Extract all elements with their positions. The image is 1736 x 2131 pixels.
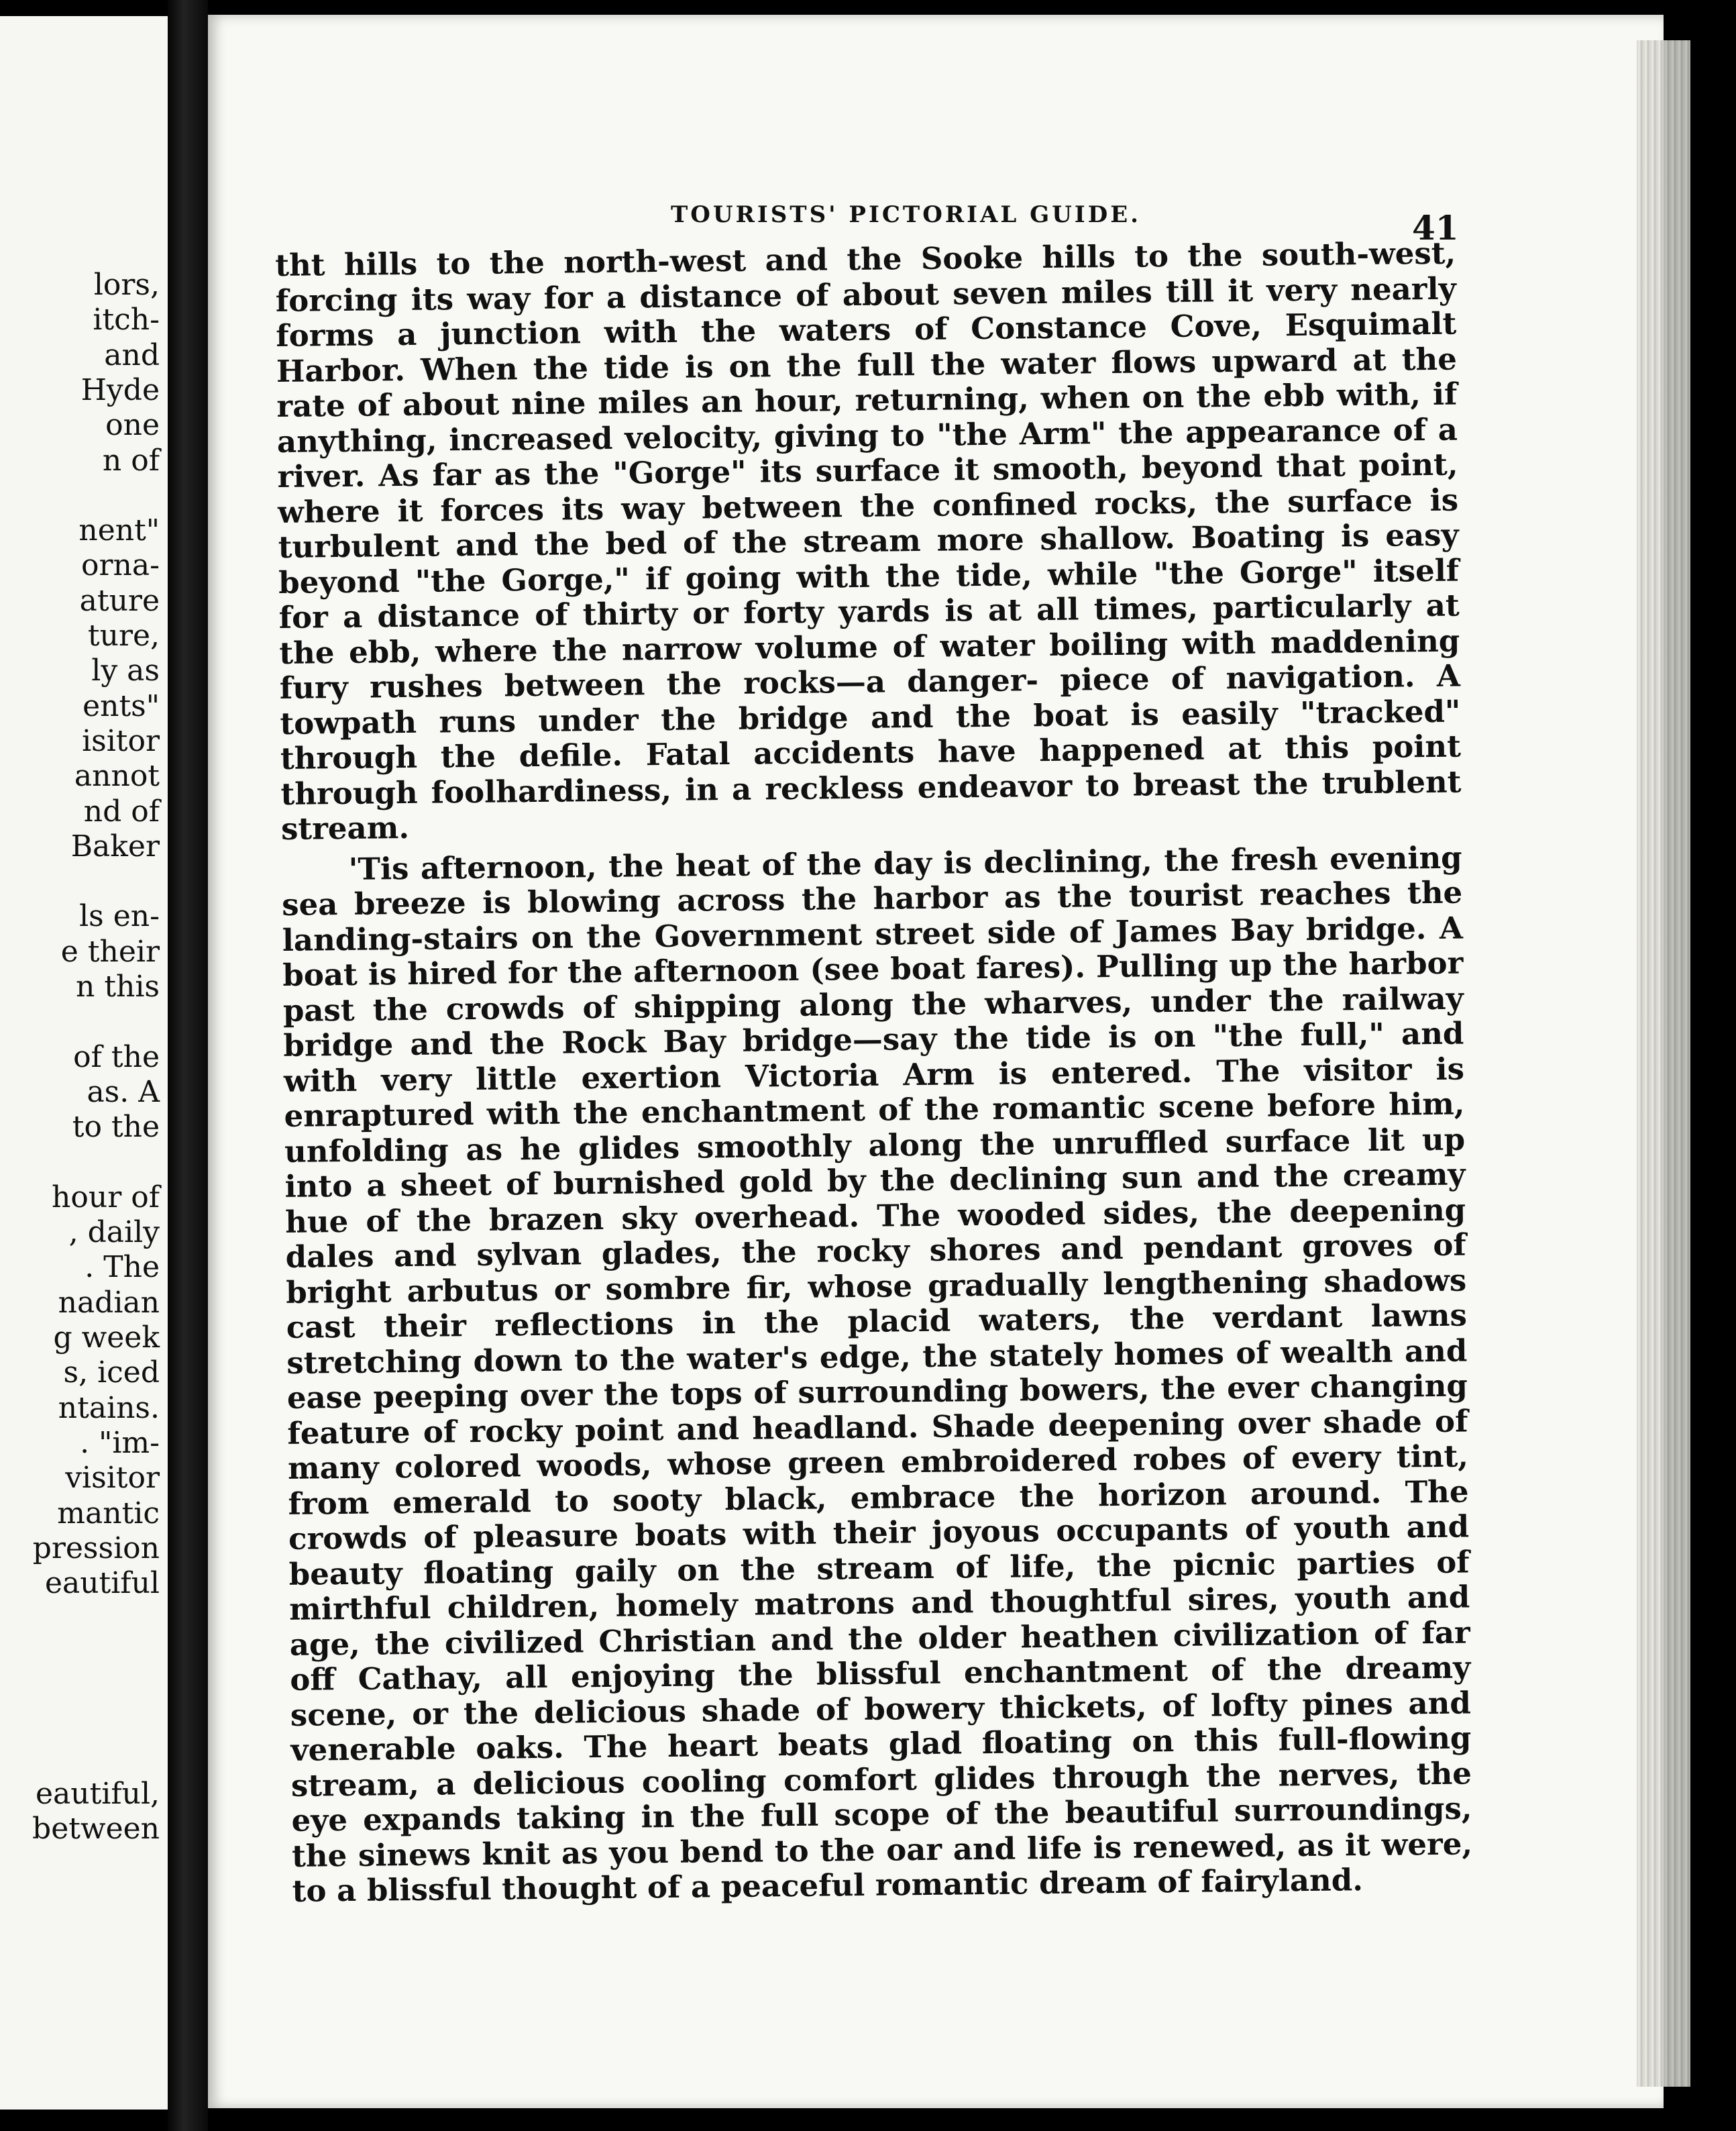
- facing-page-line: g week: [53, 1320, 160, 1355]
- facing-page-line: ture,: [87, 619, 160, 653]
- facing-page-line: ents": [83, 688, 160, 723]
- facing-page-line: between: [32, 1812, 160, 1847]
- facing-page-line: s, iced: [63, 1355, 160, 1390]
- page-number: 41: [1412, 208, 1459, 248]
- facing-page-line: orna-: [81, 548, 160, 583]
- paragraph: tht hills to the north-west and the Sooke hills to the south-west, forcing its way for a distance of about seven miles till it very nearly forms a junction with the waters of Constance Cove, Esquimalt Harbor. When the tide is on the full the water flows upward at the rate of about nine miles an hour, returning, when on the ebb with, if anything, increased velocity, giving to "the Arm" the appearance of a river. As far as the "Gorge" its surface it smooth, beyond that point, where it forces its way between the confined rocks, the surface is turbulent and the bed of the stream more shallow. Boating is easy beyond "the Gorge," if going with the tide, while "the Gorge" itself for a distance of thirty or forty yards is at all times, particularly at the ebb, where the narrow volume of water boiling with maddening fury rushes between the rocks—a danger- piece of navigation. A towpath runs under the bridge and the boat is easily "tracked" through the defile. Fatal accidents have happened at this point through foolhardiness, in a reckless endeavor to breast the trublent stream.: [274, 235, 1462, 847]
- facing-page-line: . The: [85, 1250, 160, 1285]
- facing-page-line: Hyde: [80, 372, 160, 407]
- facing-page-line: hour of: [52, 1180, 160, 1214]
- page-edges: [1637, 40, 1690, 2087]
- facing-page-line: ls en-: [79, 899, 160, 934]
- facing-page-line: nd of: [83, 794, 160, 829]
- facing-page-line: ature: [79, 583, 160, 618]
- facing-page-line: visitor: [65, 1461, 160, 1496]
- facing-page-line: of the: [73, 1039, 160, 1074]
- facing-page-line: one: [105, 408, 160, 443]
- facing-page-line: . "im-: [80, 1425, 160, 1460]
- facing-page-line: nent": [78, 513, 160, 548]
- facing-page-line: eautiful,: [35, 1776, 160, 1811]
- facing-page-line: to the: [72, 1110, 160, 1145]
- facing-page-line: mantic: [57, 1496, 160, 1530]
- facing-page-line: as. A: [87, 1074, 160, 1109]
- facing-page-line: lors,: [93, 268, 160, 302]
- body-text: [275, 236, 1473, 1910]
- running-title: TOURISTS' PICTORIAL GUIDE.: [671, 201, 1141, 228]
- facing-page-line: Baker: [70, 829, 160, 864]
- paragraph: 'Tis afternoon, the heat of the day is declining, the fresh evening sea breeze is blowing across the harbor as the tourist reaches the landing-stairs on the Government street side of James Bay bridge. A boat is hired for the afternoon (see boat fares). Pulling up the harbor past the crowds of shipping along the wharves, under the railway bridge and the Rock Bay bridge—say the tide is on "the full," and with very little exertion Victoria Arm is entered. The visitor is enraptured with the enchantment of the romantic scene before him, unfolding as he glides smoothly along the unruffled surface lit up into a sheet of burnished gold by the declining sun and the creamy hue of the brazen sky overhead. The wooded sides, the deepening dales and sylvan glades, the rocky shores and pendant groves of bright arbutus or sombre fir, whose gradually lengthening shadows cast their reflections in the placid waters, the verdant lawns stretching down to the water's edge, the stately homes of wealth and ease peeping over the tops of surrounding bowers, the ever changing feature of rocky point and headland. Shade deepening over shade of many colored woods, whose green embroidered robes of every tint, from emerald to sooty black, embrace the horizon around. The crowds of pleasure boats with their joyous occupants of youth and beauty floating gaily on the stream of life, the picnic parties of mirthful children, homely matrons and thoughtful sires, youth and age, the civilized Christian and the older heathen civilization of far off Cathay, all enjoying the blissful enchantment of the dreamy scene, or the delicious shade of bowery thickets, of lofty pines and venerable oaks. The heart beats glad floating on this full-flowing stream, a delicious cooling comfort glides through the nerves, the eye expands taking in the full scope of the beautiful surroundings, the sinews knit as you bend to the oar and life is renewed, as it were, to a blissful thought of a peaceful romantic dream of fairyland.: [281, 839, 1473, 1909]
- facing-page-line: and: [104, 337, 160, 372]
- facing-page-line: n this: [76, 970, 160, 1004]
- facing-page-line: isitor: [82, 723, 160, 758]
- book-gutter: [168, 0, 208, 2131]
- facing-page-line: ntains.: [58, 1390, 160, 1425]
- facing-page-line: itch-: [93, 303, 160, 337]
- facing-page-line: e their: [60, 934, 160, 969]
- facing-page-line: , daily: [68, 1215, 160, 1250]
- facing-page-line: eautiful: [44, 1566, 160, 1601]
- facing-page: [0, 16, 168, 2110]
- facing-page-line: nadian: [58, 1285, 160, 1320]
- facing-page-line: ly as: [91, 654, 160, 688]
- facing-page-line: n of: [102, 443, 160, 478]
- facing-page-line: pression: [32, 1530, 160, 1565]
- facing-page-line: annot: [74, 759, 160, 794]
